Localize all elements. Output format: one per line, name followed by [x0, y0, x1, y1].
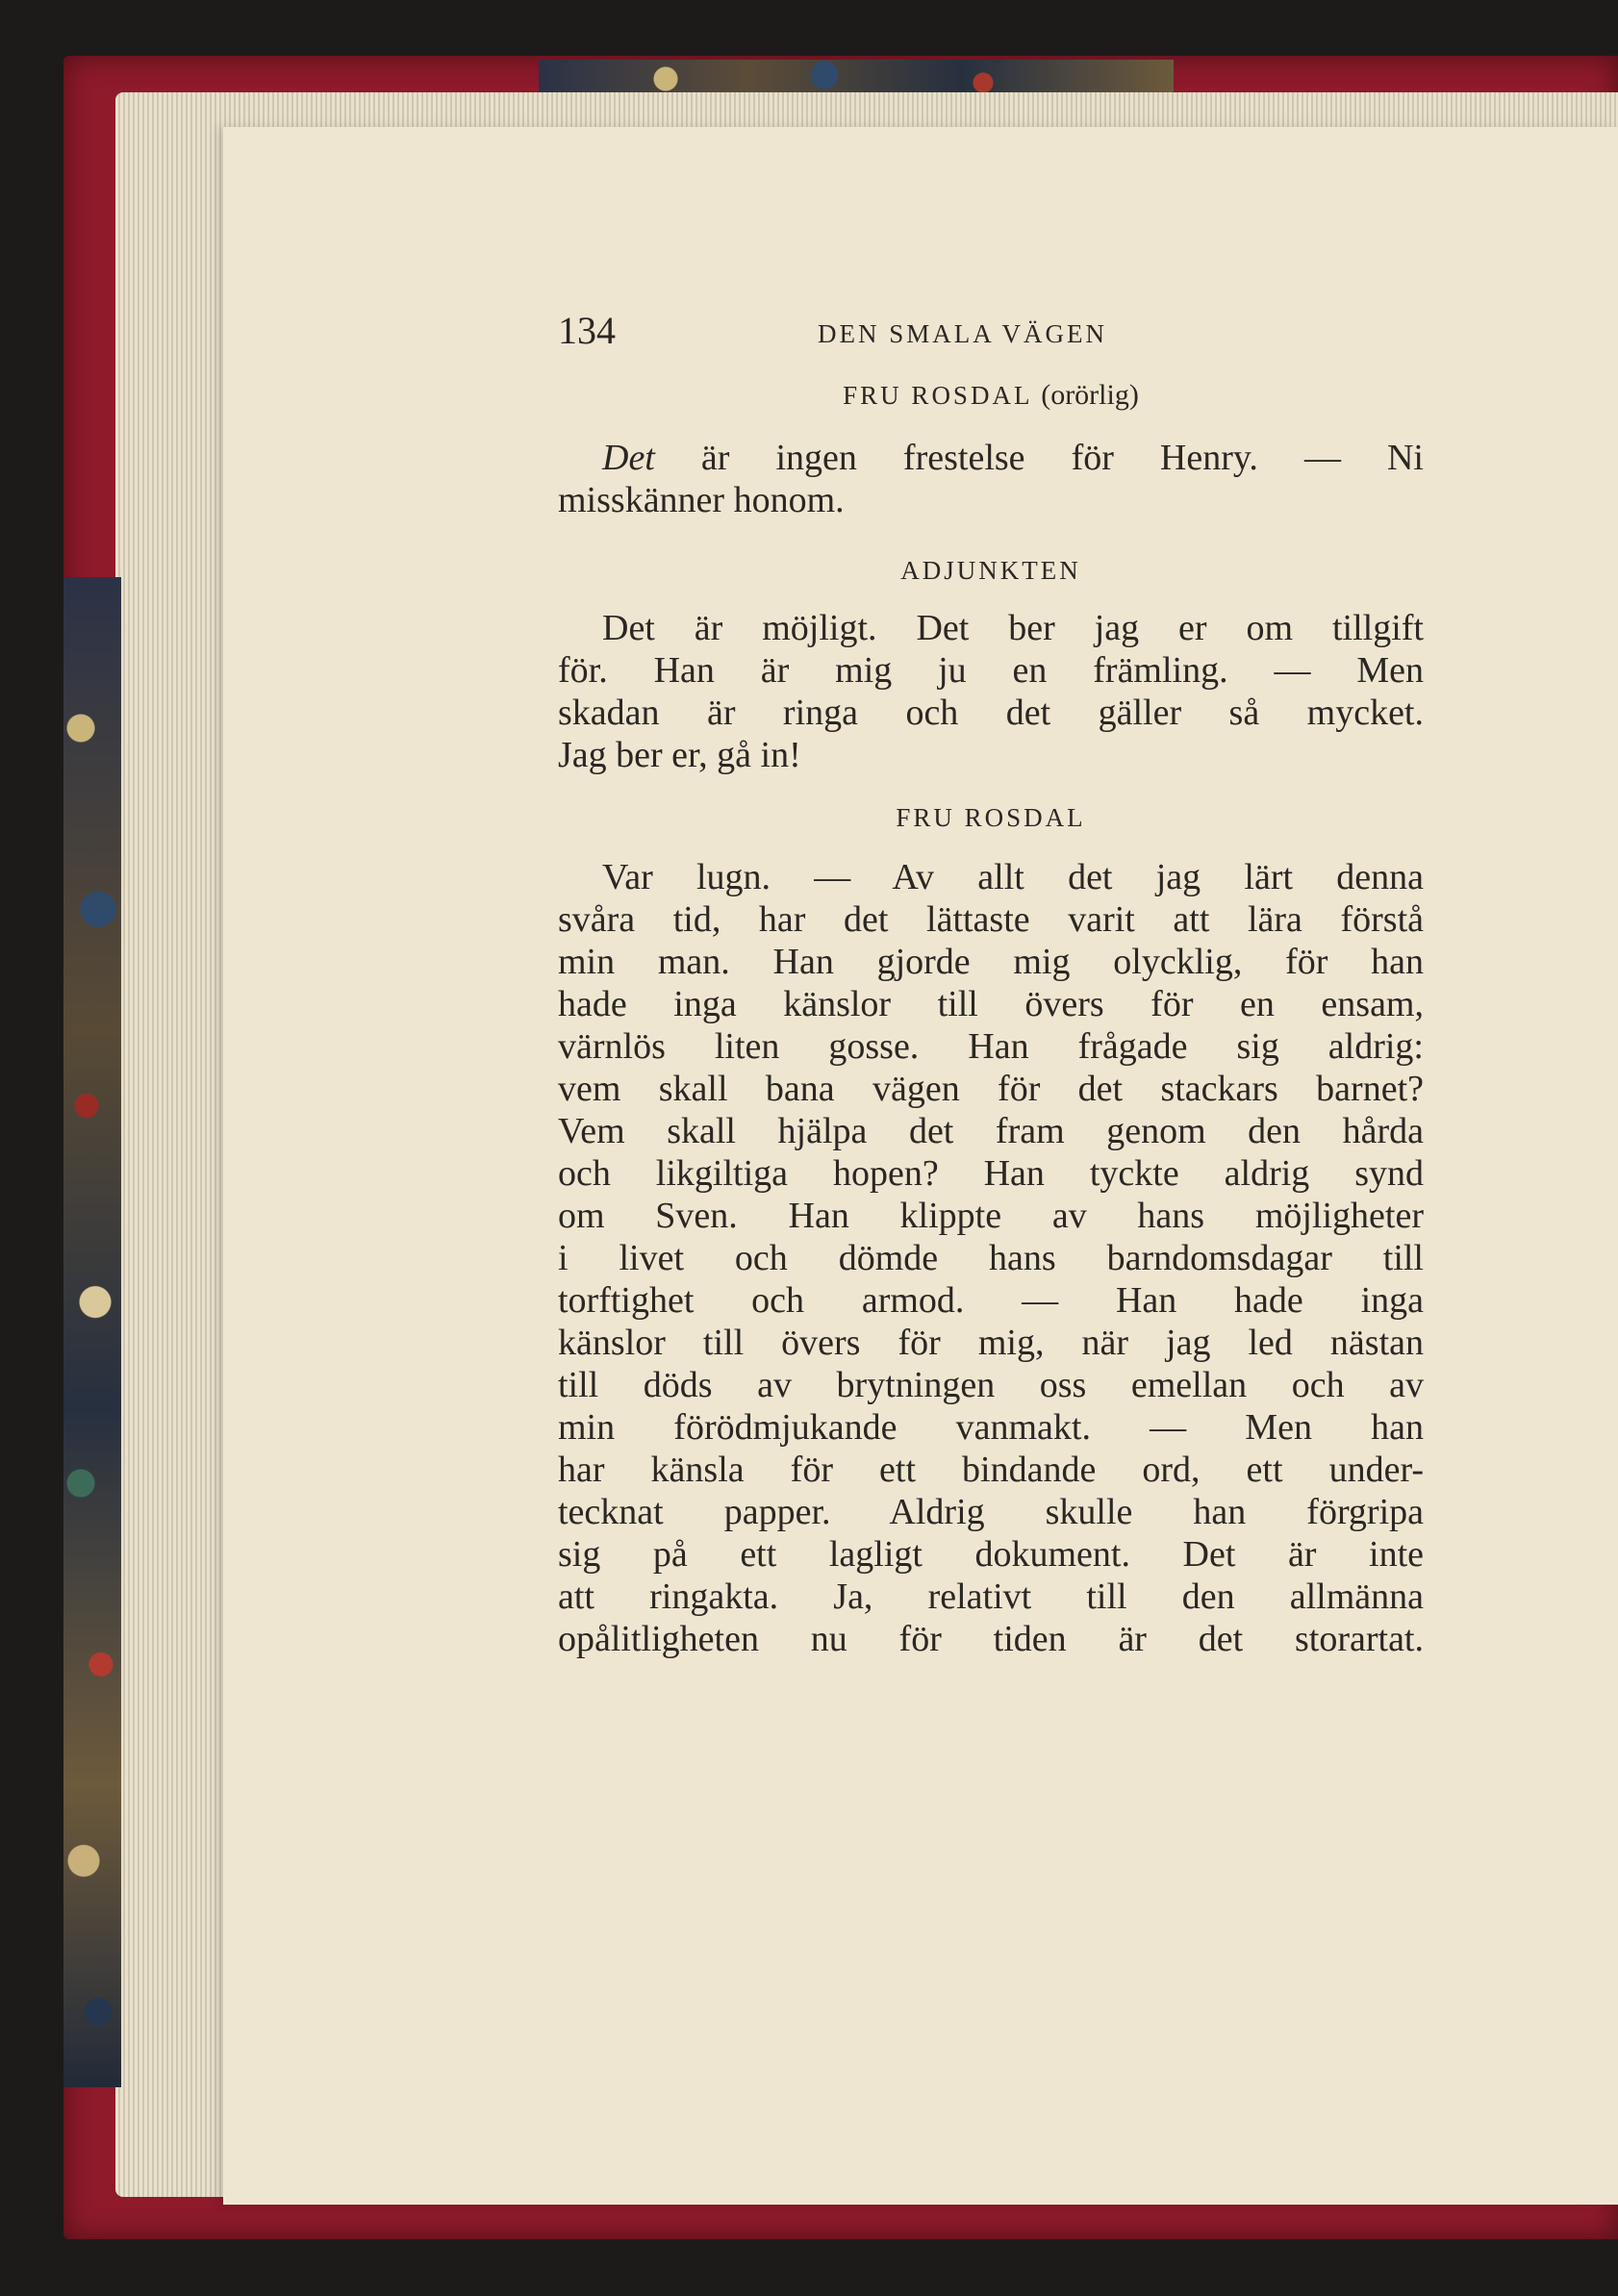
text-line: värnlös liten gosse. Han frågade sig aldrig: — [558, 1026, 1424, 1067]
text-line: sig på ett lagligt dokument. Det är inte — [558, 1534, 1424, 1575]
text-line: min man. Han gjorde mig olycklig, för han — [558, 942, 1424, 982]
dialogue-paragraph — [558, 856, 1424, 1660]
page-text — [558, 308, 1424, 1660]
text-line: Jag ber er, gå in! — [558, 735, 801, 775]
text-line: opålitligheten nu för tiden är det storartat. — [558, 1619, 1424, 1659]
text-line: tecknat papper. Aldrig skulle han förgripa — [558, 1492, 1424, 1532]
text-line: Var lugn. — Av allt det jag lärt denna — [602, 857, 1424, 897]
text-line: till döds av brytningen oss emellan och av — [558, 1365, 1424, 1405]
page-header — [558, 308, 1424, 366]
marbled-endpaper — [63, 577, 121, 2087]
emphasis-word: Det — [602, 438, 655, 478]
text-line: skadan är ringa och det gäller så mycket. — [558, 693, 1424, 733]
text-line: i livet och dömde hans barndomsdagar till — [558, 1238, 1424, 1278]
text-line: Vem skall hjälpa det fram genom den hårda — [558, 1111, 1424, 1151]
text-line: att ringakta. Ja, relativt till den allmänna — [558, 1577, 1424, 1617]
dialogue-paragraph — [558, 437, 1424, 521]
running-title: DEN SMALA VÄGEN — [818, 319, 1108, 348]
text-line: och likgiltiga hopen? Han tyckte aldrig synd — [558, 1153, 1424, 1194]
speaker-name: ADJUNKTEN — [900, 556, 1081, 585]
text-line: torftighet och armod. — Han hade inga — [558, 1280, 1424, 1321]
speaker-label: FRU ROSDAL — [843, 381, 1032, 410]
text-line: hade inga känslor till övers för en ensam, — [558, 984, 1424, 1024]
text-line: vem skall bana vägen för det stackars barnet? — [558, 1069, 1424, 1109]
text-line: om Sven. Han klippte av hans möjligheter — [558, 1196, 1424, 1236]
page-number: 134 — [558, 309, 616, 352]
text-line: för. Han är mig ju en främling. — Men — [558, 650, 1424, 691]
text-line: svåra tid, har det lättaste varit att lära förstå — [558, 899, 1424, 940]
text-line: min förödmjukande vanmakt. — Men han — [558, 1407, 1424, 1448]
dialogue-paragraph — [558, 607, 1424, 776]
stage-direction: (orörlig) — [1041, 379, 1139, 411]
text-line: har känsla för ett bindande ord, ett under- — [558, 1450, 1424, 1490]
text-line: Det är möjligt. Det ber jag er om tillgift — [602, 608, 1424, 648]
speaker-name — [558, 379, 1424, 412]
text-line: känslor till övers för mig, när jag led nästan — [558, 1323, 1424, 1363]
text-line: Det är ingen frestelse för Henry. — Ni — [602, 438, 1424, 478]
text-line: misskänner honom. — [558, 480, 845, 520]
speaker-name: FRU ROSDAL — [896, 803, 1086, 832]
